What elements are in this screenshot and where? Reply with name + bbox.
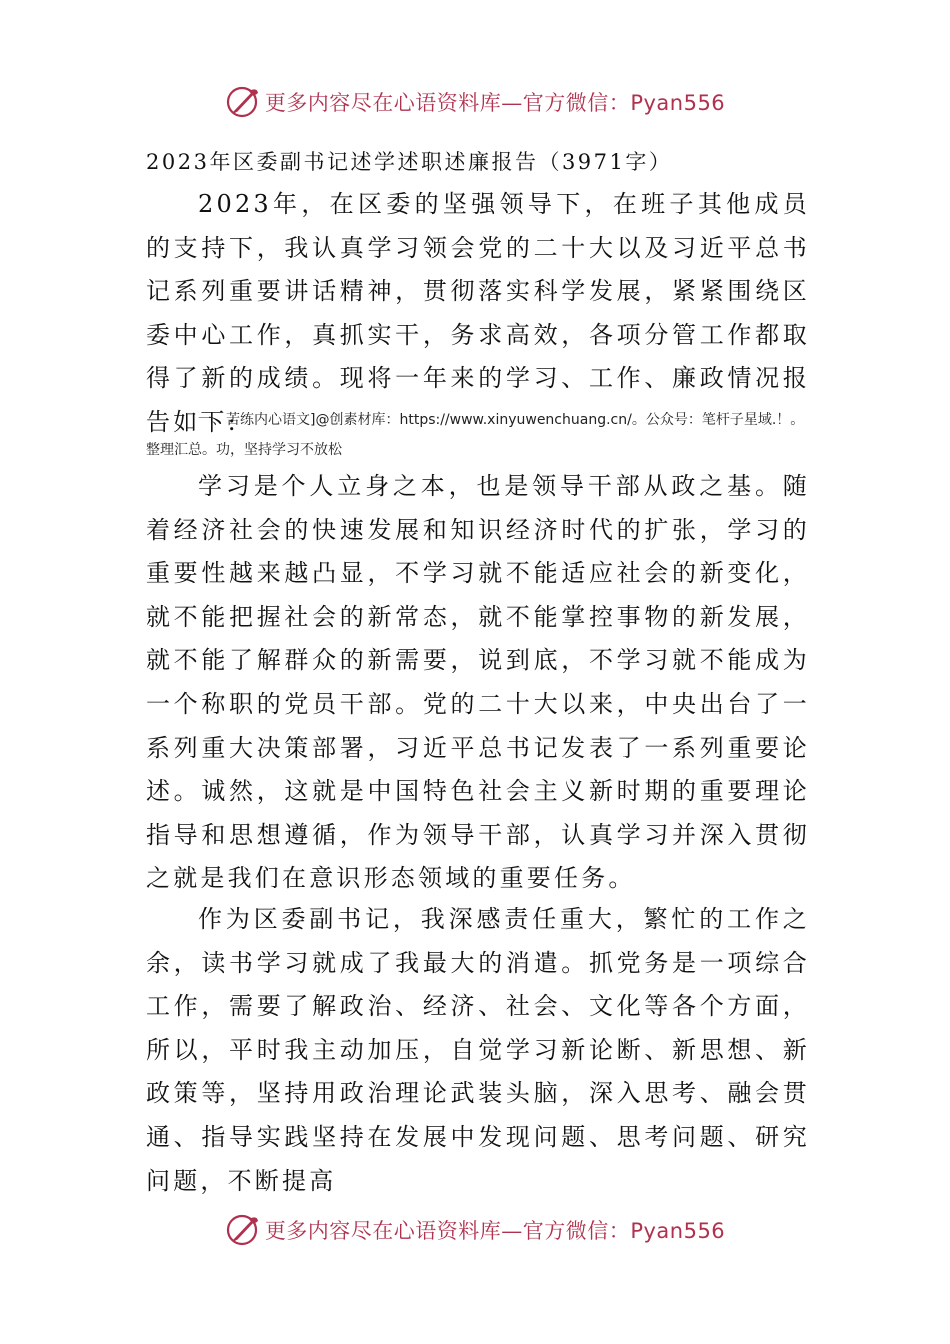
paragraph-role: 作为区委副书记，我深感责任重大，繁忙的工作之余，读书学习就成了我最大的消遣。抓党务是一项综合工作，需要了解政治、经济、社会、文化等各个方面，所以，平时我主动加压，自觉学习新论断、新思想、新政策等，坚持用政治理论武装头脑，深入思考、融会贯通、指导实践坚持在发展中发现问题、思考问题、研究问题，不断提高 [146, 905, 810, 1195]
quill-pen-logo-icon [225, 1212, 261, 1248]
header-banner [0, 80, 950, 124]
paragraph-study: 学习是个人立身之本，也是领导干部从政之基。随着经济社会的快速发展和知识经济时代的扩张，学习的重要性越来越凸显，不学习就不能适应社会的新变化，就不能把握社会的新常态，就不能掌控事物的新发展，就不能了解群众的新需要，说到底，不学习就不能成为一个称职的党员干部。党的二十大以来，中央出台了一系列重大决策部署，习近平总书记发表了一系列重要论述。诚然，这就是中国特色社会主义新时期的重要理论指导和思想遵循，作为领导干部，认真学习并深入贯彻之就是我们在意识形态领域的重要任务。 [146, 472, 810, 893]
banner-text: 更多内容尽在心语资料库—官方微信：Pyan556 [264, 91, 726, 115]
wechat-id: Pyan556 [630, 91, 726, 115]
document-title: 2023年区委副书记述学述职述廉报告（3971字） [146, 150, 673, 174]
inline-source-note: 一、苦练内心语文]@创素材库：https://www.xinyuwenchuang.cn/。公众号：笔杆子星域.！。整理汇总。功，坚持学习不放松 [146, 412, 805, 458]
quill-pen-logo-icon [225, 84, 261, 120]
banner-text: 更多内容尽在心语资料库—官方微信：Pyan556 [264, 1219, 726, 1243]
footer-banner [0, 1208, 950, 1252]
wechat-id: Pyan556 [630, 1219, 726, 1243]
paragraph-intro: 2023年，在区委的坚强领导下，在班子其他成员的支持下，我认真学习领会党的二十大以及习近平总书记系列重要讲话精神，贯彻落实科学发展，紧紧围绕区委中心工作，真抓实干，务求高效，各项分管工作都取得了新的成绩。现将一年来的学习、工作、廉政情况报告如下: [146, 190, 810, 436]
